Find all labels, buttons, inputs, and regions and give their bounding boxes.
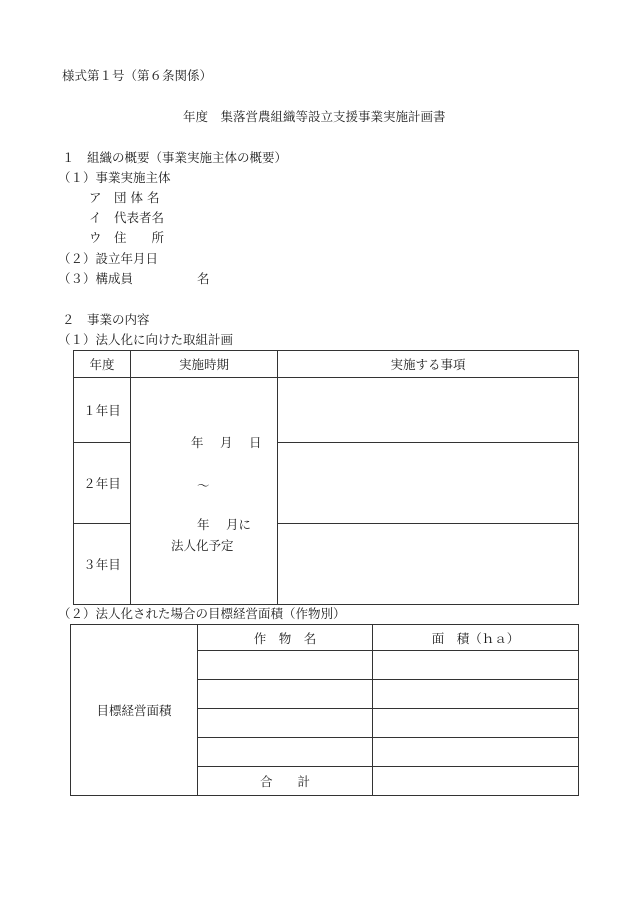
plan-table [73,350,579,605]
area-cell [373,651,579,680]
period-note: 法人化予定 [171,538,234,553]
crop-cell [198,680,373,709]
period-month: 年 月に [197,517,251,532]
section1-heading: １ 組織の概要（事業実施主体の概要） [62,150,288,165]
section1-item3-unit: 名 [197,271,210,286]
crop-cell [198,651,373,680]
crop-cell [198,738,373,767]
section1-sub-a: ア 団 体 名 [89,190,160,205]
section2-sub2: （２）法人化された場合の目標経営面積（作物別） [58,606,346,621]
target-area-label: 目標経営面積 [71,625,198,796]
total-area-cell [373,767,579,796]
form-label: 様式第１号（第６条関係） [62,68,213,83]
section1-item2: （２）設立年月日 [58,251,159,266]
section1-sub-u: ウ 住 所 [89,230,165,245]
plan-item-cell [278,443,579,524]
plan-item-cell [278,378,579,443]
section2-sub1: （１）法人化に向けた取組計画 [58,332,234,347]
header-items: 実施する事項 [278,351,579,378]
period-cell [131,378,278,605]
crop-cell [198,709,373,738]
area-cell [373,738,579,767]
section1-item3-label: （３）構成員 [58,271,134,286]
year-label: １年目 [74,378,131,443]
header-crop: 作 物 名 [198,625,373,651]
total-label: 合 計 [198,767,373,796]
header-year: 年度 [74,351,131,378]
plan-item-cell [278,524,579,605]
area-table [70,624,579,796]
period-tilde: ～ [197,478,210,493]
section1-item1: （１）事業実施主体 [58,170,171,185]
area-cell [373,709,579,738]
year-label: ２年目 [74,443,131,524]
year-label: ３年目 [74,524,131,605]
period-date: 年 月 日 [191,435,262,450]
section1-sub-i: イ 代表者名 [89,210,165,225]
section2-heading: ２ 事業の内容 [62,312,150,327]
area-cell [373,680,579,709]
header-period: 実施時期 [131,351,278,378]
header-area: 面 積（ｈａ） [373,625,579,651]
document-title: 年度 集落営農組織等設立支援事業実施計画書 [183,109,446,124]
